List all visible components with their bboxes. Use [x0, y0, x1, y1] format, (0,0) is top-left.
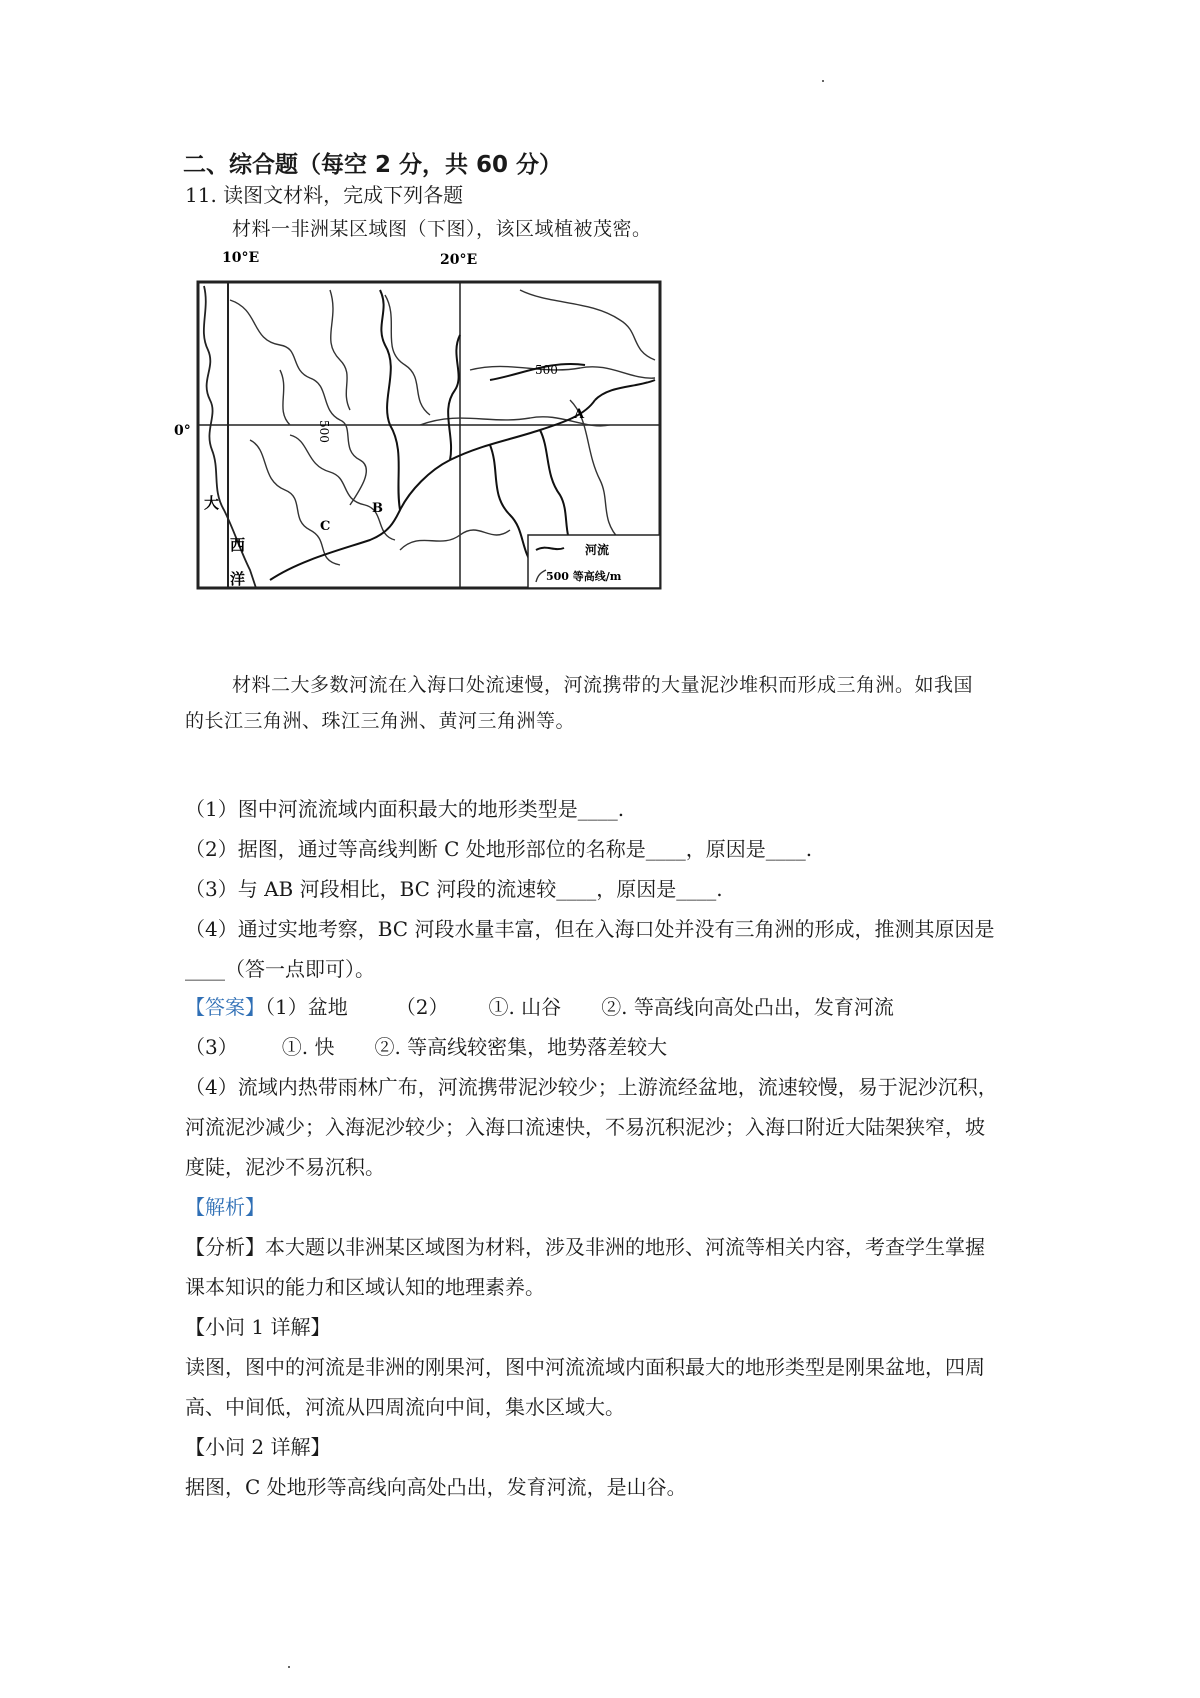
question-part-3: （3）与 AB 河段相比，BC 河段的流速较____，原因是____.: [185, 877, 723, 901]
point-c-label: C: [320, 519, 331, 534]
answer-part-4-line1: （4）流域内热带雨林广布，河流携带泥沙较少；上游流经盆地，流速较慢，易于泥沙沉积，: [185, 1075, 998, 1099]
analysis-sub1-line1: 读图，图中的河流是非洲的刚果河，图中河流流域内面积最大的地形类型是刚果盆地，四周: [185, 1355, 985, 1379]
legend-contour-label: 500 等高线/m: [546, 570, 622, 583]
analysis-sub1-line2: 高、中间低，河流从四周流向中间，集水区域大。: [185, 1395, 625, 1419]
ocean-label-xi: 西: [230, 536, 246, 554]
question-part-1: （1）图中河流流域内面积最大的地形类型是____.: [185, 797, 625, 821]
answer-part-2-second: ②. 等高线向高处凸出，发育河流: [601, 995, 894, 1019]
analysis-sub1-title: 【小问 1 详解】: [185, 1315, 331, 1339]
answer-part-4-line3: 度陡，泥沙不易沉积。: [185, 1155, 385, 1179]
material-one: 材料一非洲某区域图（下图），该区域植被茂密。: [232, 218, 652, 240]
question-title: 11. 读图文材料，完成下列各题: [185, 183, 464, 207]
material-two-line1: 材料二大多数河流在入海口处流速慢，河流携带的大量泥沙堆积而形成三角洲。如我国: [232, 674, 974, 696]
contour-value-label-west: 500: [317, 420, 331, 443]
answer-part-3-first: ①. 快: [281, 1035, 335, 1059]
contour-value-label-east: 500: [535, 363, 558, 377]
map-svg: [174, 250, 730, 650]
analysis-sub2-title: 【小问 2 详解】: [185, 1435, 331, 1459]
lat-label-0: 0°: [174, 423, 191, 439]
ocean-label-da: 大: [204, 494, 220, 512]
legend-river-label: 河流: [585, 543, 610, 557]
point-a-label: A: [574, 407, 585, 422]
scan-speck: [288, 1666, 290, 1668]
answer-part-4-line2: 河流泥沙减少；入海泥沙较少；入海口流速快，不易沉积泥沙；入海口附近大陆架狭窄，坡: [185, 1115, 985, 1139]
answer-label: 【答案】: [185, 995, 265, 1019]
material-two-line2: 的长江三角洲、珠江三角洲、黄河三角洲等。: [185, 710, 576, 732]
point-b-label: B: [372, 501, 383, 516]
answer-part-2-label: （2）: [395, 995, 449, 1019]
question-part-4-line1: （4）通过实地考察，BC 河段水量丰富，但在入海口处并没有三角洲的形成，推测其原因是: [185, 917, 995, 941]
section-title: 二、综合题（每空 2 分，共 60 分）: [183, 152, 563, 178]
answer-part-3-second: ②. 等高线较密集，地势落差较大: [374, 1035, 668, 1059]
question-part-4-line2: ____（答一点即可）。: [185, 957, 375, 981]
map-legend: [528, 535, 660, 588]
ocean-label-yang: 洋: [230, 570, 246, 588]
question-part-2: （2）据图，通过等高线判断 C 处地形部位的名称是____，原因是____.: [185, 837, 813, 861]
africa-region-map: [174, 250, 730, 650]
lon-label-10e: 10°E: [222, 250, 260, 266]
contour-lines: [230, 290, 655, 565]
answer-part-1: （1）盆地: [265, 995, 348, 1019]
answer-part-3-label: （3）: [185, 1035, 238, 1059]
answer-part-2-first: ①. 山谷: [488, 995, 562, 1019]
answer-row-1: [185, 992, 894, 1022]
scan-speck: [822, 80, 824, 82]
analysis-sub2-line1: 据图，C 处地形等高线向高处凸出，发育河流，是山谷。: [185, 1475, 687, 1499]
analysis-summary-line1: 【分析】本大题以非洲某区域图为材料，涉及非洲的地形、河流等相关内容，考查学生掌握: [185, 1235, 985, 1259]
analysis-label: 【解析】: [185, 1195, 265, 1219]
analysis-summary-line2: 课本知识的能力和区域认知的地理素养。: [185, 1275, 545, 1299]
answer-row-2: [185, 1032, 667, 1062]
lon-label-20e: 20°E: [440, 252, 478, 268]
